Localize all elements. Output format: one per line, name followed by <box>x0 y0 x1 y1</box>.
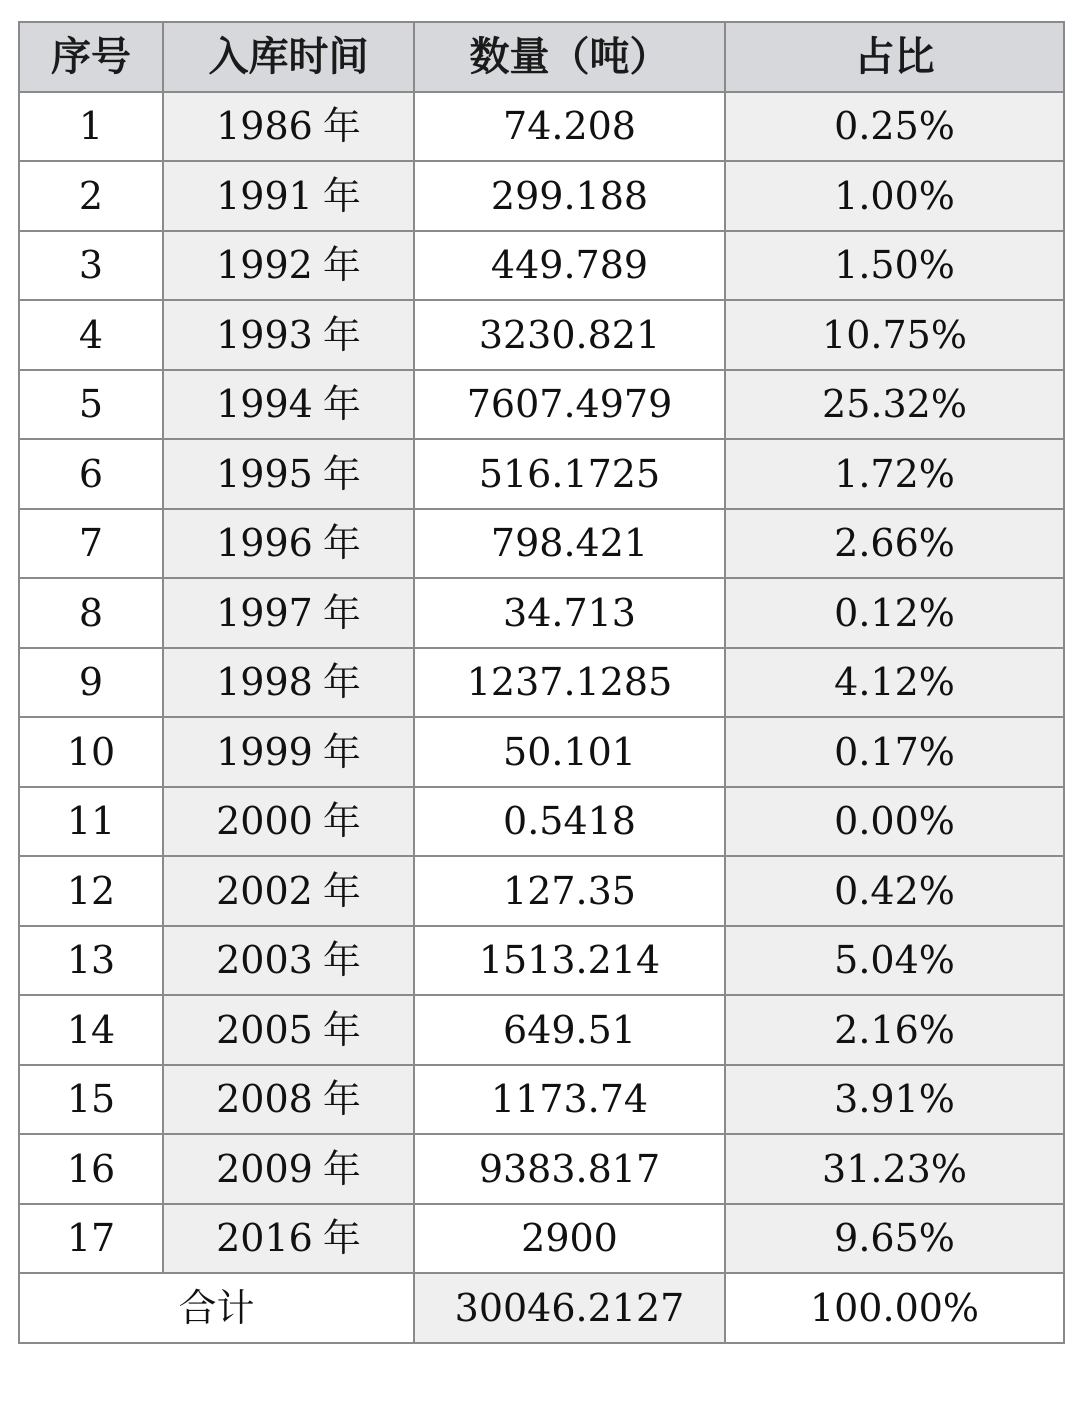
header-share: 占比 <box>725 22 1064 92</box>
cell-storage-time <box>163 926 414 996</box>
cell-quantity <box>414 787 725 857</box>
cell-share <box>725 300 1064 370</box>
index-value: 8 <box>78 590 104 635</box>
share-value: 1.72% <box>834 451 955 496</box>
quantity-value: 74.208 <box>503 104 636 149</box>
quantity-value: 2900 <box>521 1216 618 1261</box>
year-value: 1993 <box>216 312 313 357</box>
cell-share <box>725 995 1064 1065</box>
index-value: 1 <box>78 104 104 149</box>
total-quantity: 30046.2127 <box>414 1273 725 1343</box>
index-value: 3 <box>78 243 104 288</box>
share-value: 1.00% <box>834 173 955 218</box>
year-suffix: 年 <box>322 590 361 635</box>
quantity-value: 1513.214 <box>478 938 661 983</box>
quantity-value: 7607.4979 <box>466 382 673 427</box>
index-value: 10 <box>66 729 116 774</box>
share-value: 4.12% <box>834 660 955 705</box>
year-suffix: 年 <box>322 521 361 566</box>
year-suffix: 年 <box>322 729 361 774</box>
year-suffix: 年 <box>322 312 361 357</box>
table-footer <box>19 1273 1064 1343</box>
quantity-value: 50.101 <box>503 729 636 774</box>
total-label: 合计 <box>19 1273 414 1343</box>
index-value: 2 <box>78 173 104 218</box>
year-suffix: 年 <box>322 938 361 983</box>
index-value: 12 <box>66 868 116 913</box>
cell-quantity <box>414 161 725 231</box>
table-row <box>19 856 1064 926</box>
cell-quantity <box>414 1065 725 1135</box>
quantity-value: 449.789 <box>490 243 649 288</box>
cell-storage-time <box>163 1204 414 1274</box>
share-value: 0.12% <box>834 590 955 635</box>
total-row <box>19 1273 1064 1343</box>
index-value: 9 <box>78 660 104 705</box>
cell-index <box>19 926 163 996</box>
year-suffix: 年 <box>322 660 361 705</box>
table-row <box>19 717 1064 787</box>
cell-quantity <box>414 1204 725 1274</box>
cell-quantity <box>414 439 725 509</box>
cell-storage-time <box>163 1134 414 1204</box>
cell-quantity <box>414 995 725 1065</box>
year-value: 2002 <box>216 868 313 913</box>
year-value: 1986 <box>216 104 313 149</box>
cell-storage-time <box>163 787 414 857</box>
cell-storage-time <box>163 92 414 162</box>
year-suffix: 年 <box>322 1146 361 1191</box>
cell-storage-time <box>163 161 414 231</box>
index-value: 4 <box>78 312 104 357</box>
cell-index <box>19 300 163 370</box>
cell-index <box>19 231 163 301</box>
year-suffix: 年 <box>322 1007 361 1052</box>
year-value: 1995 <box>216 451 313 496</box>
cell-quantity <box>414 856 725 926</box>
cell-quantity <box>414 1134 725 1204</box>
table-body <box>19 92 1064 1274</box>
cell-index <box>19 1134 163 1204</box>
table-row <box>19 648 1064 718</box>
cell-storage-time <box>163 370 414 440</box>
cell-quantity <box>414 231 725 301</box>
table-row <box>19 300 1064 370</box>
cell-quantity <box>414 92 725 162</box>
share-value: 0.25% <box>834 104 955 149</box>
index-value: 16 <box>66 1146 116 1191</box>
cell-quantity <box>414 926 725 996</box>
cell-quantity <box>414 578 725 648</box>
cell-storage-time <box>163 995 414 1065</box>
cell-quantity <box>414 648 725 718</box>
year-suffix: 年 <box>322 104 361 149</box>
share-value: 31.23% <box>822 1146 967 1191</box>
year-suffix: 年 <box>322 382 361 427</box>
year-value: 2000 <box>216 799 313 844</box>
cell-share <box>725 717 1064 787</box>
year-suffix: 年 <box>322 451 361 496</box>
year-value: 1994 <box>216 382 313 427</box>
cell-share <box>725 161 1064 231</box>
year-value: 1996 <box>216 521 313 566</box>
cell-storage-time <box>163 1065 414 1135</box>
cell-index <box>19 856 163 926</box>
index-value: 14 <box>66 1007 116 1052</box>
year-value: 2008 <box>216 1077 313 1122</box>
table-row <box>19 231 1064 301</box>
cell-share <box>725 1204 1064 1274</box>
share-value: 0.17% <box>834 729 955 774</box>
cell-share <box>725 926 1064 996</box>
share-value: 2.66% <box>834 521 955 566</box>
cell-storage-time <box>163 648 414 718</box>
share-value: 10.75% <box>822 312 967 357</box>
table-row <box>19 1204 1064 1274</box>
quantity-value: 34.713 <box>503 590 636 635</box>
year-suffix: 年 <box>322 799 361 844</box>
index-value: 6 <box>78 451 104 496</box>
cell-index <box>19 648 163 718</box>
quantity-value: 649.51 <box>503 1007 636 1052</box>
share-value: 0.00% <box>834 799 955 844</box>
year-suffix: 年 <box>322 1077 361 1122</box>
cell-index <box>19 509 163 579</box>
total-share: 100.00% <box>725 1273 1064 1343</box>
index-value: 17 <box>66 1216 116 1261</box>
cell-storage-time <box>163 717 414 787</box>
header-quantity: 数量（吨） <box>414 22 725 92</box>
header-storage-time: 入库时间 <box>163 22 414 92</box>
year-suffix: 年 <box>322 868 361 913</box>
index-value: 5 <box>78 382 104 427</box>
cell-index <box>19 439 163 509</box>
cell-share <box>725 856 1064 926</box>
index-value: 13 <box>66 938 116 983</box>
quantity-value: 798.421 <box>490 521 649 566</box>
storage-table <box>18 21 1065 1344</box>
cell-share <box>725 370 1064 440</box>
cell-index <box>19 717 163 787</box>
year-value: 2016 <box>216 1216 313 1261</box>
cell-index <box>19 578 163 648</box>
cell-share <box>725 1134 1064 1204</box>
year-suffix: 年 <box>322 1216 361 1261</box>
quantity-value: 1237.1285 <box>466 660 673 705</box>
cell-share <box>725 439 1064 509</box>
cell-share <box>725 648 1064 718</box>
cell-index <box>19 161 163 231</box>
year-value: 1992 <box>216 243 313 288</box>
share-value: 3.91% <box>834 1077 955 1122</box>
cell-index <box>19 1204 163 1274</box>
quantity-value: 516.1725 <box>478 451 661 496</box>
cell-quantity <box>414 717 725 787</box>
year-value: 1999 <box>216 729 313 774</box>
cell-quantity <box>414 300 725 370</box>
cell-storage-time <box>163 300 414 370</box>
year-value: 1998 <box>216 660 313 705</box>
year-value: 1997 <box>216 590 313 635</box>
table-row <box>19 787 1064 857</box>
share-value: 0.42% <box>834 868 955 913</box>
table-row <box>19 161 1064 231</box>
cell-storage-time <box>163 439 414 509</box>
table-row <box>19 995 1064 1065</box>
index-value: 15 <box>66 1077 116 1122</box>
quantity-value: 0.5418 <box>503 799 636 844</box>
cell-storage-time <box>163 509 414 579</box>
header-index: 序号 <box>19 22 163 92</box>
table-row <box>19 926 1064 996</box>
year-value: 2003 <box>216 938 313 983</box>
quantity-value: 299.188 <box>490 173 649 218</box>
cell-index <box>19 370 163 440</box>
year-suffix: 年 <box>322 243 361 288</box>
cell-storage-time <box>163 578 414 648</box>
table-header <box>19 22 1064 92</box>
quantity-value: 1173.74 <box>490 1077 649 1122</box>
year-value: 1991 <box>216 173 313 218</box>
table-row <box>19 92 1064 162</box>
cell-quantity <box>414 509 725 579</box>
cell-storage-time <box>163 231 414 301</box>
table-row <box>19 509 1064 579</box>
cell-share <box>725 787 1064 857</box>
cell-index <box>19 1065 163 1135</box>
cell-index <box>19 787 163 857</box>
cell-storage-time <box>163 856 414 926</box>
cell-share <box>725 92 1064 162</box>
cell-share <box>725 578 1064 648</box>
quantity-value: 127.35 <box>503 868 636 913</box>
share-value: 9.65% <box>834 1216 955 1261</box>
year-value: 2009 <box>216 1146 313 1191</box>
index-value: 7 <box>78 521 104 566</box>
table-row <box>19 1134 1064 1204</box>
quantity-value: 9383.817 <box>478 1146 661 1191</box>
cell-quantity <box>414 370 725 440</box>
share-value: 1.50% <box>834 243 955 288</box>
year-suffix: 年 <box>322 173 361 218</box>
cell-index <box>19 995 163 1065</box>
header-row <box>19 22 1064 92</box>
share-value: 5.04% <box>834 938 955 983</box>
quantity-value: 3230.821 <box>478 312 661 357</box>
table-row <box>19 439 1064 509</box>
cell-share <box>725 231 1064 301</box>
table-row <box>19 1065 1064 1135</box>
share-value: 25.32% <box>822 382 967 427</box>
share-value: 2.16% <box>834 1007 955 1052</box>
cell-share <box>725 1065 1064 1135</box>
year-value: 2005 <box>216 1007 313 1052</box>
cell-share <box>725 509 1064 579</box>
cell-index <box>19 92 163 162</box>
table-row <box>19 370 1064 440</box>
table-row <box>19 578 1064 648</box>
index-value: 11 <box>66 799 116 844</box>
